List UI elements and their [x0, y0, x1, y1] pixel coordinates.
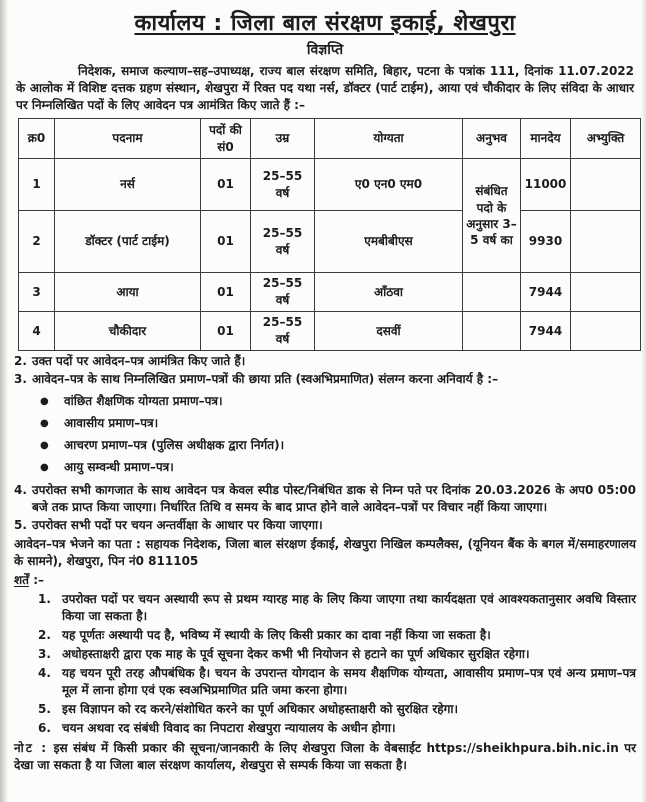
- table-header-row: [19, 119, 641, 159]
- table-row: [19, 273, 641, 312]
- bullet-icon: ●: [40, 396, 49, 408]
- cell-experience-merged: संबंधित पदो के अनुसार 3–5 वर्ष का: [463, 159, 521, 273]
- term-number: 3.: [38, 646, 51, 661]
- website-url: https://sheikhpura.bih.nic.in: [426, 740, 619, 755]
- table-row: [19, 159, 641, 211]
- cell-post: आया: [55, 273, 201, 312]
- document-label: आचरण प्रमाण–पत्र (पुलिस अधीक्षक द्वारा निर्गत)।: [64, 438, 285, 453]
- term-text: इस विज्ञापन को रद करने/संशोधित करने का पूर्ण अधिकार अधोहस्ताक्षरी को सुरक्षित रहेगा।: [62, 701, 459, 716]
- cell-remark: [571, 159, 641, 211]
- note-text-post: पर देखा जा सकता है या जिला बाल संरक्षण कार्यालय, शेखपुरा से सम्पर्क किया जा सकता है।: [14, 740, 636, 772]
- cell-post: चौकीदार: [55, 312, 201, 351]
- col-header-qualification: योग्यता: [315, 119, 463, 159]
- clause-text: आवेदन–पत्र के साथ निम्नलिखित प्रमाण–पत्रों की छाया प्रति (स्वअभिप्रमाणित) संलग्न करना अनिवार्य है :–: [32, 372, 499, 387]
- terms-heading: [14, 572, 636, 589]
- document-label: वांछित शैक्षणिक योग्यता प्रमाण–पत्र।: [64, 394, 223, 409]
- terms-heading-word: शर्तें: [14, 572, 30, 587]
- address-label: आवेदन–पत्र भेजने का पता :: [14, 536, 141, 551]
- list-item: [14, 415, 636, 432]
- clause-number: 2.: [14, 354, 27, 369]
- clause-number: 4.: [14, 482, 27, 497]
- term-text: चयन अथवा रद संबंधी विवाद का निपटारा शेखपुरा न्यायालय के अधीन होगा।: [62, 720, 396, 735]
- intro-paragraph: निदेशक, समाज कल्याण–सह–उपाध्यक्ष, राज्य बाल संरक्षण समिति, बिहार, पटना के पत्रांक 111, दिनांक 11.07.2022 के आलोक में विशिष्ट दत्तक ग्रहण संस्थान, शेखपुरा में रिक्त पद यथा नर्स, डॉक्टर (पार्ट टाईम), आया एवं चौकीदार के लिए संविदा के आधार पर निम्नलिखित पदों के लिए आवेदन पत्र आमंत्रित किए जाते हैं :–: [16, 64, 634, 113]
- table-row: [19, 312, 641, 351]
- clause-4: [14, 482, 636, 516]
- term-item: [14, 591, 636, 625]
- col-header-pay: मानदेय: [521, 119, 571, 159]
- term-number: 6.: [38, 720, 51, 735]
- cell-qualification: आँठवा: [315, 273, 463, 312]
- term-text: यह चयन पूरी तरह औपबंधिक है। चयन के उपरान्त योगदान के समय शैक्षणिक योग्यता, आवासीय प्रमाण–पत्र एवं अन्य प्रमाण–पत्र मूल में लाना होगा एवं एक स्वअभिप्रमाणित प्रति जमा करना होगा।: [62, 665, 636, 697]
- term-item: [14, 701, 636, 718]
- term-item: [14, 627, 636, 644]
- list-item: [14, 437, 636, 454]
- document-label: आवासीय प्रमाण–पत्र।: [64, 416, 159, 431]
- cell-count: 01: [201, 273, 251, 312]
- term-item: [14, 665, 636, 699]
- term-text: अधोहस्ताक्षरी द्वारा एक माह के पूर्व सूचना देकर कभी भी नियोजन से हटाने का पूर्ण अधिकार सुरक्षित रहेगा।: [62, 646, 530, 661]
- application-address: [14, 536, 636, 570]
- cell-count: 01: [201, 159, 251, 211]
- col-header-age: उम्र: [251, 119, 315, 159]
- clause-text: उक्त पदों पर आवेदन–पत्र आमंत्रित किए जाते हैं।: [32, 354, 246, 369]
- clause-5: [14, 517, 636, 534]
- page-title: कार्यालय : जिला बाल संरक्षण इकाई, शेखपुरा: [134, 11, 516, 36]
- col-header-remark: अभ्युक्ति: [571, 119, 641, 159]
- term-number: 4.: [38, 665, 51, 680]
- term-item: [14, 720, 636, 737]
- cell-serial: 2: [19, 211, 55, 273]
- clause-number: 5.: [14, 517, 27, 532]
- required-documents-list: [14, 393, 636, 476]
- clause-2: [14, 353, 636, 370]
- bullet-icon: ●: [40, 418, 49, 430]
- cell-age: 25–55 वर्ष: [251, 273, 315, 312]
- clause-3: [14, 371, 636, 388]
- cell-qualification: ए0 एन0 एम0: [315, 159, 463, 211]
- cell-qualification: एमबीबीएस: [315, 211, 463, 273]
- cell-remark: [571, 312, 641, 351]
- note-text-pre: इस संबंध में किसी प्रकार की सूचना/जानकारी के लिए शेखपुरा जिला के वेबसाईट: [53, 740, 421, 755]
- bullet-icon: ●: [40, 462, 49, 474]
- list-item: [14, 393, 636, 410]
- cell-pay: 7944: [521, 273, 571, 312]
- cell-serial: 3: [19, 273, 55, 312]
- term-text: यह पूर्णतः अस्थायी पद है, भविष्य में स्थायी के लिए किसी प्रकार का दावा नहीं किया जा सकता है।: [62, 627, 491, 642]
- address-text: सहायक निदेशक, जिला बाल संरक्षण ईकाई, शेखपुरा निखिल कम्पलैक्स, (यूनियन बैंक के बगल में/समाहरणालय के सामने), शेखपुरा, पिन नं0 811105: [14, 536, 636, 568]
- cell-pay: 11000: [521, 159, 571, 211]
- term-number: 5.: [38, 701, 51, 716]
- cell-age: 25–55 वर्ष: [251, 211, 315, 273]
- note-paragraph: [14, 740, 636, 774]
- list-item: [14, 459, 636, 476]
- cell-count: 01: [201, 211, 251, 273]
- cell-experience: [463, 312, 521, 351]
- note-label: नोट :: [14, 740, 49, 755]
- cell-age: 25–55 वर्ष: [251, 312, 315, 351]
- term-number: 1.: [38, 591, 51, 606]
- cell-experience: [463, 273, 521, 312]
- cell-qualification: दसवीं: [315, 312, 463, 351]
- col-header-post: पदनाम: [55, 119, 201, 159]
- clause-text: उपरोक्त सभी पदों पर चयन अन्तर्वीक्षा के आधार पर किया जाएगा।: [32, 517, 323, 532]
- cell-count: 01: [201, 312, 251, 351]
- notice-document: [14, 8, 636, 774]
- cell-serial: 4: [19, 312, 55, 351]
- col-header-count: पदों की सं0: [201, 119, 251, 159]
- term-item: [14, 646, 636, 663]
- cell-remark: [571, 273, 641, 312]
- cell-pay: 7944: [521, 312, 571, 351]
- cell-pay: 9930: [521, 211, 571, 273]
- terms-list: [14, 591, 636, 737]
- cell-serial: 1: [19, 159, 55, 211]
- terms-heading-suffix: :–: [33, 572, 45, 587]
- notice-subtitle: विज्ञप्ति: [306, 42, 344, 59]
- cell-remark: [571, 211, 641, 273]
- table-row: [19, 211, 641, 273]
- term-text: उपरोक्त पदों पर चयन अस्थायी रूप से प्रथम ग्यारह माह के लिए किया जाएगा तथा कार्यदक्षता एवं आवश्यकतानुसार अवधि विस्तार किया जा सकता है।: [62, 591, 636, 623]
- cell-post: डॉक्टर (पार्ट टाईम): [55, 211, 201, 273]
- term-number: 2.: [38, 627, 51, 642]
- clause-number: 3.: [14, 372, 27, 387]
- col-header-serial: क्र0: [19, 119, 55, 159]
- cell-age: 25–55 वर्ष: [251, 159, 315, 211]
- cell-post: नर्स: [55, 159, 201, 211]
- vacancy-table: [18, 118, 641, 351]
- clause-text: उपरोक्त सभी कागजात के साथ आवेदन पत्र केवल स्पीड पोस्ट/निबंधित डाक से निम्न पते पर दिनांक 20.03.2026 के अप0 05:00 बजे तक प्राप्त किया जाएगा। निर्धारित तिथि व समय के बाद प्राप्त होने वाले आवेदन–पत्रों पर विचार नहीं किया जाएगा।: [32, 482, 636, 514]
- col-header-experience: अनुभव: [463, 119, 521, 159]
- bullet-icon: ●: [40, 440, 49, 452]
- document-label: आयु सम्वन्धी प्रमाण–पत्र।: [64, 460, 174, 475]
